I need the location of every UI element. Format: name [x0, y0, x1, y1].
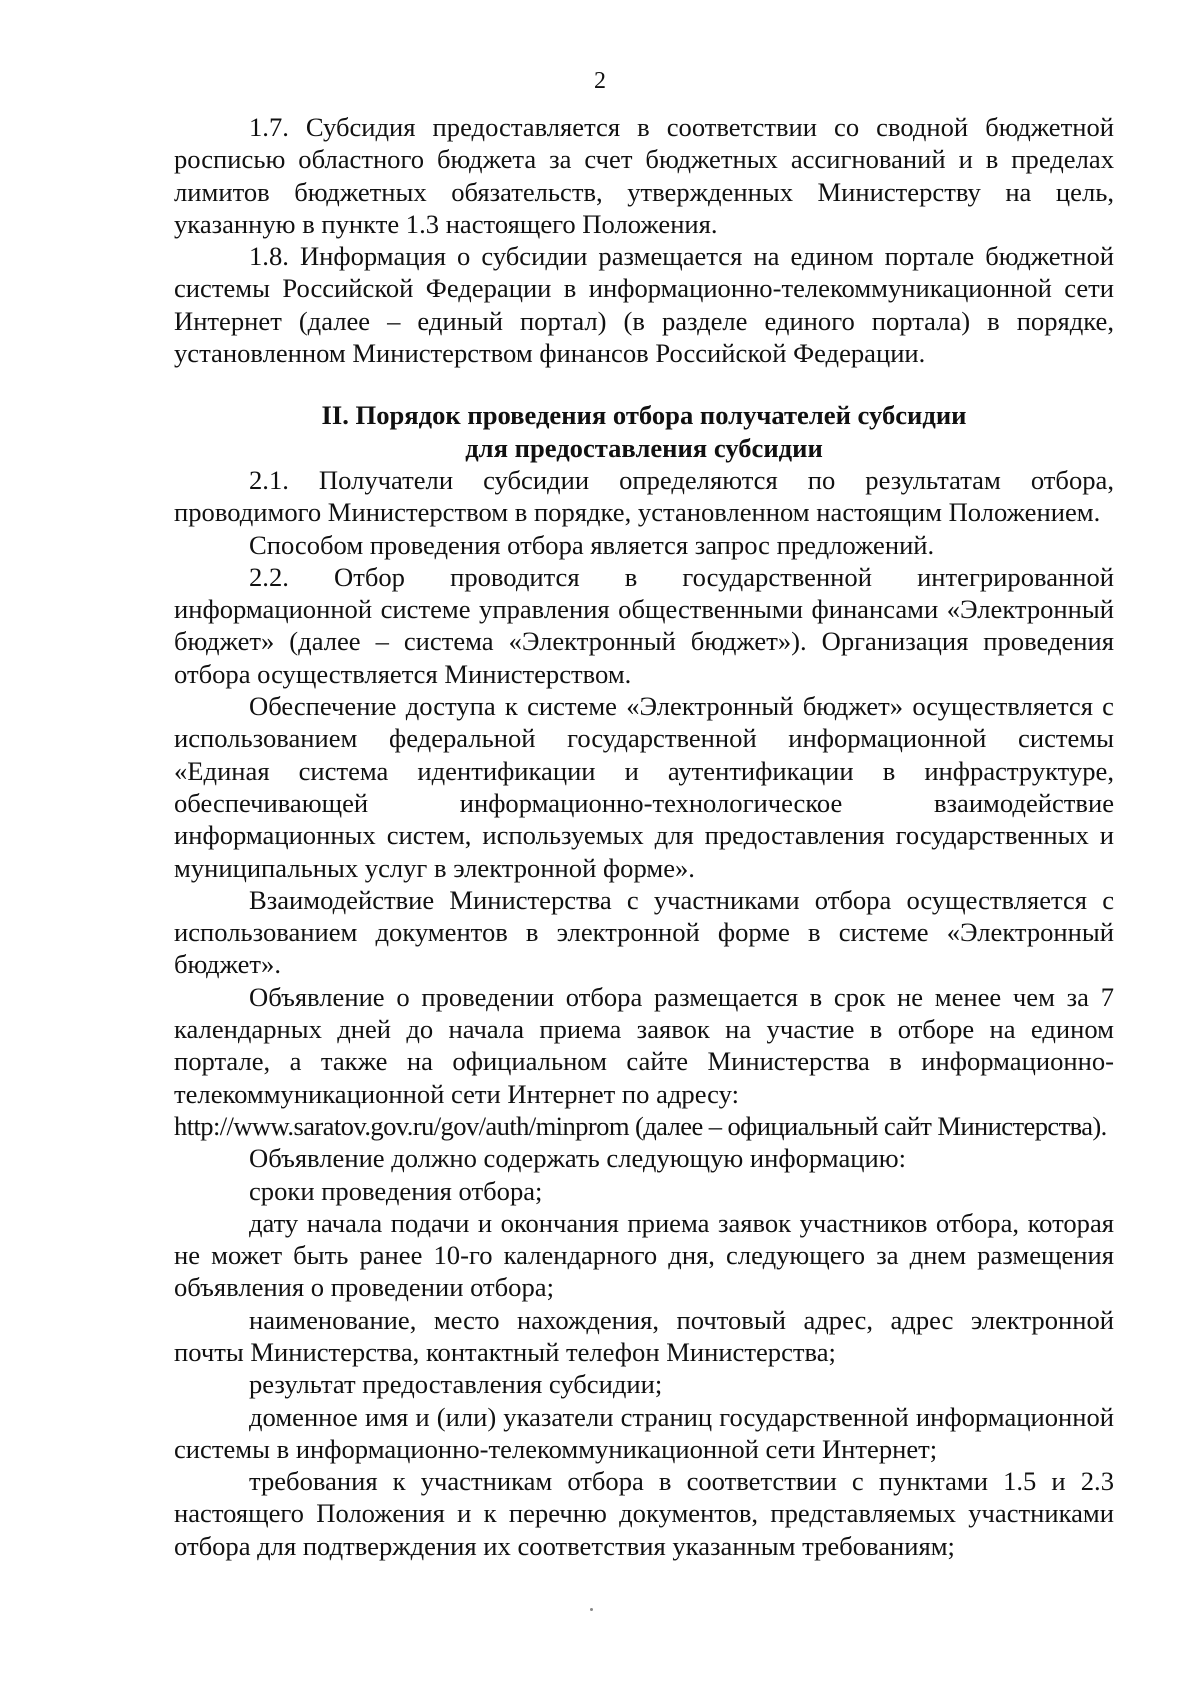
section-2-heading	[174, 399, 1114, 464]
paragraph-1-7: 1.7. Субсидия предоставляется в соответствии со сводной бюджетной росписью областного бюджета за счет бюджетных ассигнований и в пределах лимитов бюджетных обязательств, утвержденных Министерству на цель, указанную в пункте 1.3 настоящего Положения.	[174, 112, 1114, 239]
announcement-item-contacts: наименование, место нахождения, почтовый адрес, адрес электронной почты Министерства, контактный телефон Министерства;	[174, 1304, 1114, 1367]
announcement-item-terms: сроки проведения отбора;	[249, 1175, 543, 1206]
section-2-heading-line-2: для предоставления субсидии	[465, 432, 823, 463]
paragraph-2-2: 2.2. Отбор проводится в государственной интегрированной информационной системе управления общественными финансами «Электронный бюджет» (далее – система «Электронный бюджет»). Организация проведения отбора осуществляется Министерством.	[174, 561, 1114, 689]
paragraph-access: Обеспечение доступа к системе «Электронный бюджет» осуществляется с использованием федеральной государственной информационной системы «Единая система идентификации и аутентификации в инфраструктуре, обеспечивающей информационно-технологическое взаимодействие информационных систем, используемых для предоставления государственных и муниципальных услуг в электронной форме».	[174, 691, 1114, 883]
scan-speck	[590, 1608, 593, 1611]
paragraph-2-1: 2.1. Получатели субсидии определяются по результатам отбора, проводимого Министерством в порядке, установленном настоящим Положением.	[174, 464, 1114, 528]
paragraph-1-8: 1.8. Информация о субсидии размещается на едином портале бюджетной системы Российской Федерации в информационно-телекоммуникационной сети Интернет (далее – единый портал) (в разделе единого портала) в порядке, установленном Министерством финансов Российской Федерации.	[174, 241, 1114, 369]
website-url-line: http://www.saratov.gov.ru/gov/auth/minprom (далее – официальный сайт Министерства).	[174, 1110, 1107, 1141]
section-gap	[174, 369, 1114, 399]
page-number: 2	[594, 68, 606, 94]
paragraph-interaction: Взаимодействие Министерства с участниками отбора осуществляется с использованием документов в электронной форме в системе «Электронный бюджет».	[174, 884, 1114, 980]
announcement-intro: Объявление должно содержать следующую информацию:	[249, 1143, 906, 1174]
section-2-heading-line-1: II. Порядок проведения отбора получателей субсидии	[321, 400, 967, 431]
announcement-item-requirements: требования к участникам отбора в соответствии с пунктами 1.5 и 2.3 настоящего Положения и к перечню документов, представляемых участниками отбора для подтверждения их соответствия указанным требованиям;	[174, 1466, 1114, 1561]
announcement-item-domain: доменное имя и (или) указатели страниц государственной информационной системы в информационно-телекоммуникационной сети Интернет;	[174, 1401, 1114, 1464]
paragraph-announcement: Объявление о проведении отбора размещается в срок не менее чем за 7 календарных дней до начала приема заявок на участие в отборе на едином портале, а также на официальном сайте Министерства в информационно-телекоммуникационной сети Интернет по адресу:	[174, 981, 1114, 1109]
announcement-item-dates: дату начала подачи и окончания приема заявок участников отбора, которая не может быть ранее 10-го календарного дня, следующего за днем размещения объявления о проведении отбора;	[174, 1207, 1114, 1303]
paragraph-selection-method: Способом проведения отбора является запрос предложений.	[249, 529, 935, 560]
document-body	[174, 111, 1114, 1562]
announcement-item-result: результат предоставления субсидии;	[249, 1369, 663, 1400]
